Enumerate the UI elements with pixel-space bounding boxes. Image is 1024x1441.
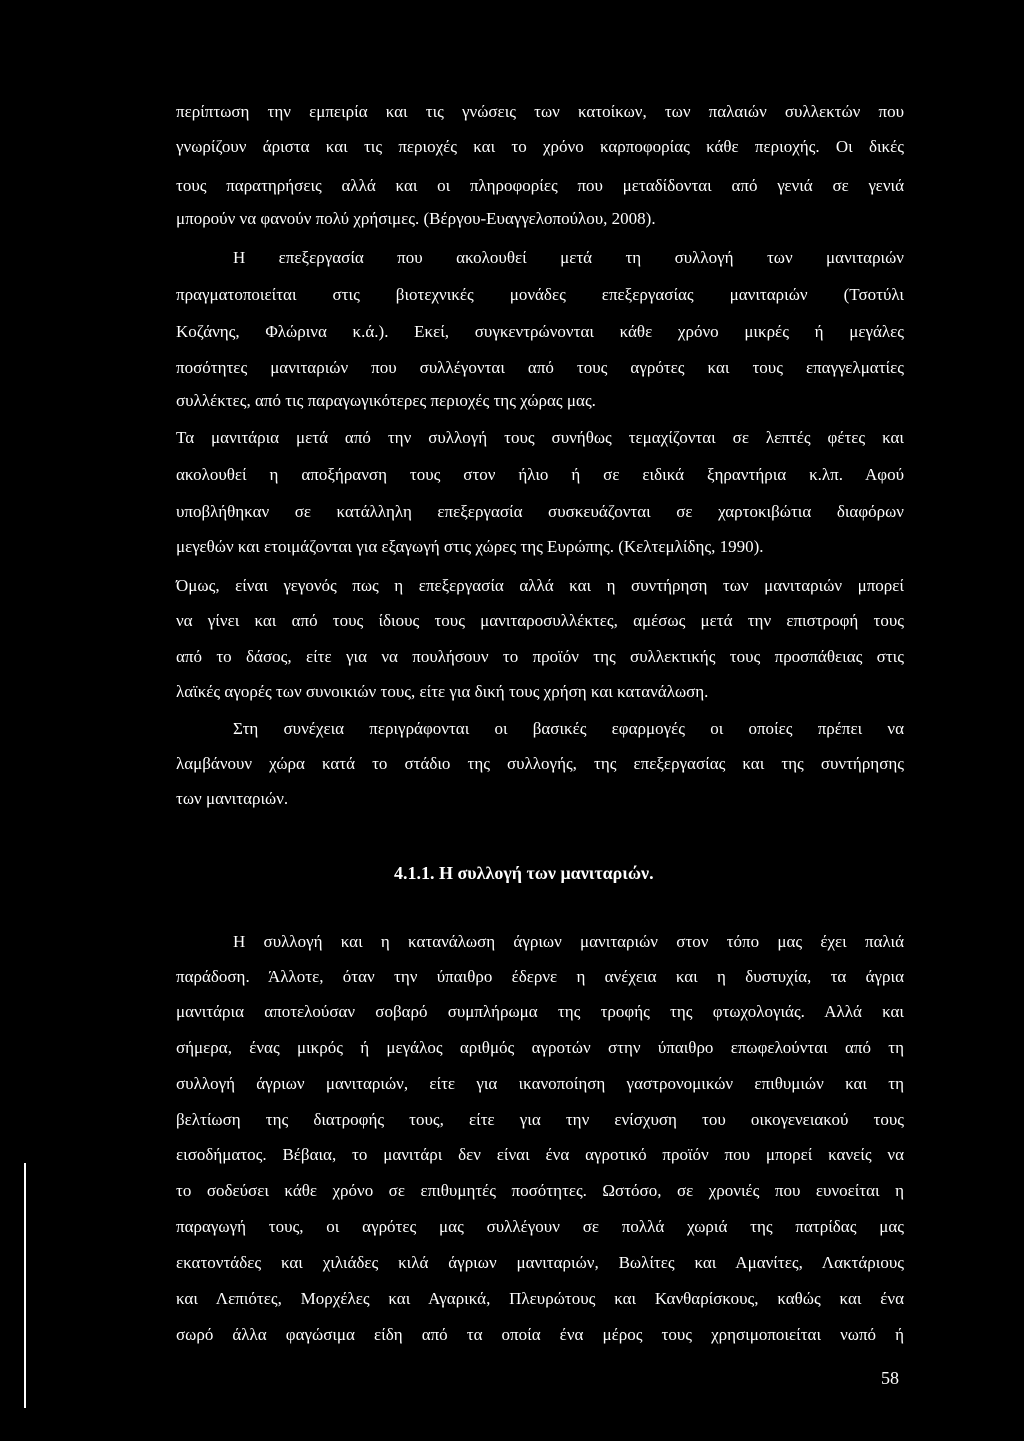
text-line: εισοδήματος. Βέβαια, το μανιτάρι δεν είναι ένα αγροτικό προϊόν που μπορεί κανείς να — [176, 1145, 904, 1164]
margin-rule — [24, 1163, 26, 1408]
text-line: Κοζάνης, Φλώρινα κ.ά.). Εκεί, συγκεντρώνονται κάθε χρόνο μικρές ή μεγάλες — [176, 322, 904, 341]
text-line: παράδοση. Άλλοτε, όταν την ύπαιθρο έδερνε η ανέχεια και η δυστυχία, τα άγρια — [176, 967, 904, 986]
text-line: να γίνει και από τους ίδιους τους μανιταροσυλλέκτες, αμέσως μετά την επιστροφή τους — [176, 611, 904, 630]
text-line: σωρό άλλα φαγώσιμα είδη από τα οποία ένα μέρος τους χρησιμοποιείται νωπό ή — [176, 1325, 904, 1344]
text-line: λαϊκές αγορές των συνοικιών τους, είτε για δική τους χρήση και κατανάλωση. — [176, 682, 709, 701]
text-line: μανιτάρια αποτελούσαν σοβαρό συμπλήρωμα της τροφής της φτωχολογιάς. Αλλά και — [176, 1002, 904, 1021]
text-line: από το δάσος, είτε για να πουλήσουν το προϊόν της συλλεκτικής τους προσπάθειας στις — [176, 647, 904, 666]
text-line: ακολουθεί η αποξήρανση τους στον ήλιο ή σε ειδικά ξηραντήρια κ.λπ. Αφού — [176, 465, 904, 484]
page-number: 58 — [881, 1368, 899, 1388]
text-line: παραγωγή τους, οι αγρότες μας συλλέγουν σε πολλά χωριά της πατρίδας μας — [176, 1217, 904, 1236]
text-line: Όμως, είναι γεγονός πως η επεξεργασία αλλά και η συντήρηση των μανιταριών μπορεί — [176, 576, 904, 595]
text-line: μπορούν να φανούν πολύ χρήσιμες. (Βέργου-Ευαγγελοπούλου, 2008). — [176, 209, 656, 228]
text-line: υποβλήθηκαν σε κατάλληλη επεξεργασία συσκευάζονται σε χαρτοκιβώτια διαφόρων — [176, 502, 904, 521]
section-heading: 4.1.1. Η συλλογή των μανιταριών. — [394, 863, 654, 883]
text-line: ποσότητες μανιταριών που συλλέγονται από τους αγρότες και τους επαγγελματίες — [176, 358, 904, 377]
text-line: των μανιταριών. — [176, 789, 289, 808]
text-line: γνωρίζουν άριστα και τις περιοχές και το χρόνο καρποφορίας κάθε περιοχής. Οι δικές — [176, 137, 904, 156]
text-line: τους παρατηρήσεις αλλά και οι πληροφορίες που μεταδίδονται από γενιά σε γενιά — [176, 176, 904, 195]
text-line: το σοδεύσει κάθε χρόνο σε επιθυμητές ποσότητες. Ωστόσο, σε χρονιές που ευνοείται η — [176, 1181, 904, 1200]
text-line: Η συλλογή και η κατανάλωση άγριων μανιταριών στον τόπο μας έχει παλιά — [233, 932, 904, 951]
text-line: μεγεθών και ετοιμάζονται για εξαγωγή στις χώρες της Ευρώπης. (Κελτεμλίδης, 1990). — [176, 537, 764, 556]
text-line: σήμερα, ένας μικρός ή μεγάλος αριθμός αγροτών στην ύπαιθρο επωφελούνται από τη — [176, 1038, 904, 1057]
text-line: συλλογή άγριων μανιταριών, είτε για ικανοποίηση γαστρονομικών επιθυμιών και τη — [176, 1074, 904, 1093]
text-line: περίπτωση την εμπειρία και τις γνώσεις των κατοίκων, των παλαιών συλλεκτών που — [176, 102, 904, 121]
text-line: λαμβάνουν χώρα κατά το στάδιο της συλλογής, της επεξεργασίας και της συντήρησης — [176, 754, 904, 773]
text-line: συλλέκτες, από τις παραγωγικότερες περιοχές της χώρας μας. — [176, 391, 596, 410]
text-line: Τα μανιτάρια μετά από την συλλογή τους συνήθως τεμαχίζονται σε λεπτές φέτες και — [176, 428, 904, 447]
text-line: Η επεξεργασία που ακολουθεί μετά τη συλλογή των μανιταριών — [233, 248, 904, 267]
text-line: πραγματοποιείται στις βιοτεχνικές μονάδες επεξεργασίας μανιταριών (Τσοτύλι — [176, 285, 904, 304]
text-line: Στη συνέχεια περιγράφονται οι βασικές εφαρμογές οι οποίες πρέπει να — [233, 719, 904, 738]
text-line: εκατοντάδες και χιλιάδες κιλά άγριων μανιταριών, Βωλίτες και Αμανίτες, Λακτάριους — [176, 1253, 904, 1272]
text-line: βελτίωση της διατροφής τους, είτε για την ενίσχυση του οικογενειακού τους — [176, 1110, 904, 1129]
text-line: και Λεπιότες, Μορχέλες και Αγαρικά, Πλευρώτους και Κανθαρίσκους, καθώς και ένα — [176, 1289, 904, 1308]
